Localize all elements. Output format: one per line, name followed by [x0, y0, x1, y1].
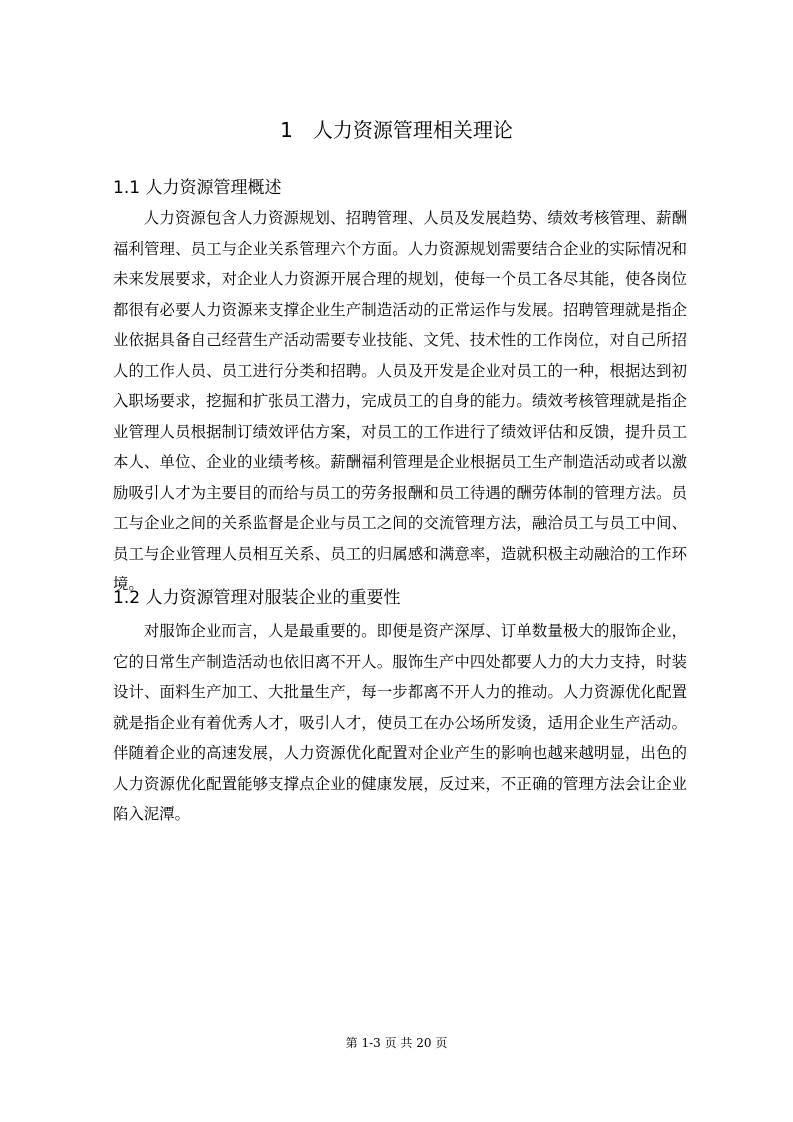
page-footer: 第 1-3 页 共 20 页 [345, 1036, 448, 1050]
chapter-title: 1 人力资源管理相关理论 [280, 118, 513, 142]
section-heading-1-1: 1.1 人力资源管理概述 [113, 178, 282, 198]
section-1-1-paragraph: 人力资源包含人力资源规划、招聘管理、人员及发展趋势、绩效考核管理、薪酬福利管理、员工与企业关系管理六个方面。人力资源规划需要结合企业的实际情况和未来发展要求，对企业人力资源开展合理的规划，使每一个员工各尽其能，使各岗位都很有必要人力资源来支撑企业生产制造活动的正常运作与发展。招聘管理就是指企业依据具备自己经营生产活动需要专业技能、文凭、技术性的工作岗位，对自己所招人的工作人员、员工进行分类和招聘。人员及开发是企业对员工的一种，根据达到初入职场要求，挖掘和扩张员工潜力，完成员工的自身的能力。绩效考核管理就是指企业管理人员根据制订绩效评估方案，对员工的工作进行了绩效评估和反馈，提升员工本人、单位、企业的业绩考核。薪酬福利管理是企业根据员工生产制造活动或者以激励吸引人才为主要目的而给与员工的劳务报酬和员工待遇的酬劳体制的管理方法。员工与企业之间的关系监督是企业与员工之间的交流管理方法，融洽员工与员工中间、员工与企业管理人员相互关系、员工的归属感和满意率，造就积极主动融洽的工作环境。 [113, 209, 687, 593]
section-1-2-paragraph: 对服饰企业而言，人是最重要的。即便是资产深厚、订单数量极大的服饰企业，它的日常生产制造活动也依旧离不开人。服饰生产中四处都要人力的大力支持，时装设计、面料生产加工、大批量生产，每一步都离不开人力的推动。人力资源优化配置就是指企业有着优秀人才，吸引人才，使员工在办公场所发烫，适用企业生产活动。伴随着企业的高速发展，人力资源优化配置对企业产生的影响也越来越明显，出色的人力资源优化配置能够支撑点企业的健康发展，反过来，不正确的管理方法会让企业陷入泥潭。 [113, 622, 687, 823]
section-heading-1-2: 1.2 人力资源管理对服装企业的重要性 [113, 588, 401, 608]
